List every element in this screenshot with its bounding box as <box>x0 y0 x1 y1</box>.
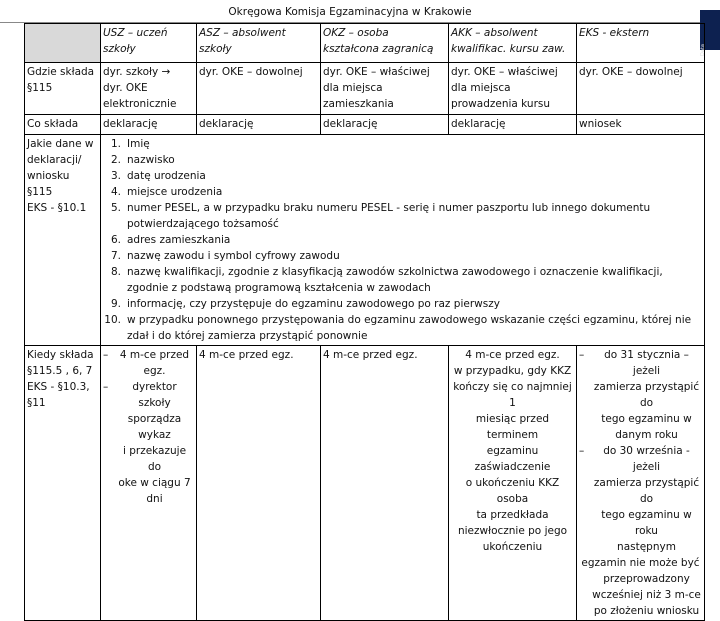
list-item: 6. adres zamieszkania <box>110 234 231 246</box>
side-label: Data <box>700 44 706 56</box>
cell-what-usz: deklarację <box>101 115 197 135</box>
page-title: Okręgowa Komisja Egzaminacyjna w Krakowie <box>228 6 472 18</box>
list-item: 2. nazwisko <box>110 154 175 166</box>
cell-when-usz: – 4 m-ce przed egz. – dyrektor szkoły sporządza wykaz i przekazuje do oke w ciągu 7 dni <box>101 346 197 621</box>
list-item: 10. w przypadku ponownego przystępowania do egzaminu zawodowego wskazanie części egzaminu, której nie zdał i do której zamierza przystąpić ponownie <box>104 314 692 342</box>
list-item: 9. informację, czy przystępuje do egzaminu zawodowego po raz pierwszy <box>110 298 500 310</box>
cell-when-akk: 4 m-ce przed egz. w przypadku, gdy KKZ kończy się co najmniej 1 miesiąc przed terminem egzaminu zaświadczenie o ukończeniu KKZ osoba ta przedkłada niezwłocznie po jego ukończeniu <box>449 346 577 621</box>
table-row-where <box>25 63 705 115</box>
list-item: 7. nazwę zawodu i symbol cyfrowy zawodu <box>110 250 340 262</box>
cell-when-asz: 4 m-ce przed egz. <box>197 346 321 621</box>
row-label-when: Kiedy składa §115.5 , 6, 7 EKS - §10.3, §11 <box>25 346 101 621</box>
col-header-akk: AKK – absolwent kwalifikac. kursu zaw. <box>449 24 577 63</box>
col-header-okz: OKZ – osoba kształcona zagranicą <box>321 24 449 63</box>
cell-what-okz: deklarację <box>321 115 449 135</box>
list-item: 4. miejsce urodzenia <box>110 186 223 198</box>
table-row-data <box>25 135 705 346</box>
cell-when-eks: – do 31 stycznia – jeżeli zamierza przystąpić do tego egzaminu w danym roku – do 30 września - jeżeli zamierza przystąpić do tego egzaminu w roku następnym egzamin nie może być przeprowadzony wcześniej niż 3 m-ce po złożeniu wniosku <box>577 346 705 621</box>
row-label-where: Gdzie składa §115 <box>25 63 101 115</box>
list-item: 1. Imię <box>110 138 150 150</box>
cell-when-okz: 4 m-ce przed egz. <box>321 346 449 621</box>
row-label-data: Jakie dane w deklaracji/ wniosku §115 EKS - §10.1 <box>25 135 101 346</box>
col-header-asz: ASZ – absolwent szkoły <box>197 24 321 63</box>
cell-where-akk: dyr. OKE – właściwej dla miejsca prowadzenia kursu <box>449 63 577 115</box>
list-item: 5. numer PESEL, a w przypadku braku numeru PESEL - serię i numer paszportu lub innego dokumentu potwierdzającego tożsamość <box>110 202 651 230</box>
cell-what-eks: wniosek <box>577 115 705 135</box>
page-header <box>0 0 700 22</box>
cell-what-asz: deklarację <box>197 115 321 135</box>
required-data-list <box>103 136 702 344</box>
exam-rules-table <box>24 23 705 621</box>
cell-data-items <box>101 135 705 346</box>
table-row-when <box>25 346 705 621</box>
cell-where-eks: dyr. OKE – dowolnej <box>577 63 705 115</box>
cell-where-usz: dyr. szkoły → dyr. OKE elektronicznie <box>101 63 197 115</box>
row-label-what: Co składa <box>25 115 101 135</box>
list-item: 8. nazwę kwalifikacji, zgodnie z klasyfikacją zawodów szkolnictwa zawodowego i oznaczenie kwalifikacji, zgodnie z podstawą programową kształcenia w zawodach <box>110 266 663 294</box>
list-item: 3. datę urodzenia <box>110 170 206 182</box>
header-corner-cell <box>25 24 101 63</box>
cell-what-akk: deklarację <box>449 115 577 135</box>
cell-where-asz: dyr. OKE – dowolnej <box>197 63 321 115</box>
cell-where-okz: dyr. OKE – właściwej dla miejsca zamieszkania <box>321 63 449 115</box>
col-header-usz: USZ – uczeń szkoły <box>101 24 197 63</box>
table-header-row <box>25 24 705 63</box>
col-header-eks: EKS - ekstern <box>577 24 705 63</box>
table-row-what <box>25 115 705 135</box>
